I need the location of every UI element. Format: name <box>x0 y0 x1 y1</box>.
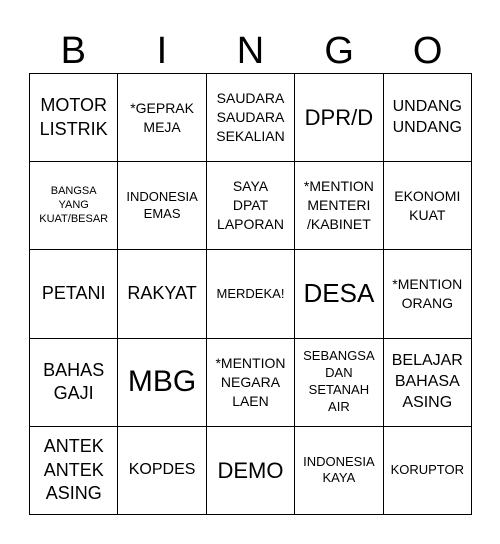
bingo-cell[interactable]: EKONOMI KUAT <box>384 162 472 250</box>
bingo-cell[interactable]: DEMO <box>207 427 295 515</box>
bingo-cell[interactable]: *MENTION ORANG <box>384 250 472 338</box>
bingo-cell[interactable]: *MENTION MENTERI /KABINET <box>295 162 383 250</box>
bingo-cell[interactable]: SAYA DPAT LAPORAN <box>207 162 295 250</box>
bingo-cell[interactable]: SEBANGSA DAN SETANAH AIR <box>295 339 383 427</box>
bingo-cell[interactable]: RAKYAT <box>118 250 206 338</box>
bingo-cell[interactable]: PETANI <box>30 250 118 338</box>
header-letter-b: B <box>60 30 86 72</box>
bingo-cell[interactable]: BAHAS GAJI <box>30 339 118 427</box>
bingo-board <box>29 73 472 515</box>
bingo-header <box>29 28 472 74</box>
header-letter-i: I <box>156 30 168 72</box>
bingo-cell[interactable]: *GEPRAK MEJA <box>118 74 206 162</box>
header-letter-o: O <box>412 30 443 72</box>
bingo-cell[interactable]: *MENTION NEGARA LAEN <box>207 339 295 427</box>
bingo-cell[interactable]: INDONESIA KAYA <box>295 427 383 515</box>
bingo-cell[interactable]: SAUDARA SAUDARA SEKALIAN <box>207 74 295 162</box>
bingo-cell[interactable]: MERDEKA! <box>207 250 295 338</box>
bingo-cell[interactable]: BANGSA YANG KUAT/BESAR <box>30 162 118 250</box>
bingo-cell[interactable]: MBG <box>118 339 206 427</box>
bingo-cell[interactable]: UNDANG UNDANG <box>384 74 472 162</box>
header-letter-g: G <box>324 30 354 72</box>
header-letter-n: N <box>236 30 265 72</box>
bingo-cell[interactable]: KORUPTOR <box>384 427 472 515</box>
bingo-cell[interactable]: INDONESIA EMAS <box>118 162 206 250</box>
bingo-cell[interactable]: DPR/D <box>295 74 383 162</box>
bingo-cell[interactable]: ANTEK ANTEK ASING <box>30 427 118 515</box>
bingo-cell[interactable]: BELAJAR BAHASA ASING <box>384 339 472 427</box>
bingo-cell[interactable]: KOPDES <box>118 427 206 515</box>
bingo-cell[interactable]: DESA <box>295 250 383 338</box>
bingo-cell[interactable]: MOTOR LISTRIK <box>30 74 118 162</box>
